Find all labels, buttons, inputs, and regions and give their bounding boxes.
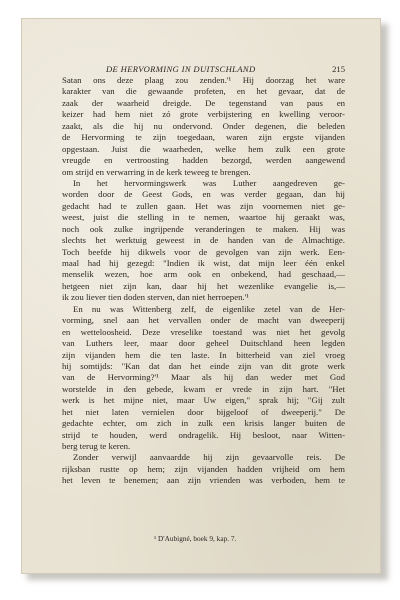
text-line: opgestaan. Juist die waarheden, welke hem zulk een grote — [62, 143, 345, 154]
text-line: menselik wezen, hoe arm ook en onbekend, had geschaad,— — [62, 269, 345, 280]
text-line: rijksban rustte op hem; zijn vijanden hadden vrijheid om hem — [62, 463, 345, 474]
text-line: worden door de Geest Gods, en was verder gegaan, dan hij — [62, 189, 345, 200]
running-head-title: DE HERVORMING IN DUITSCHLAND — [106, 64, 256, 74]
text-line: van de Hervorming?'¹ Maar als hij dan weder met God — [62, 372, 345, 383]
paragraph-start-line: In het hervormingswerk was Luther aangedreven ge- — [73, 177, 345, 188]
text-line: van Luthers leer, maar door geheel Duitschland heen legden — [62, 338, 345, 349]
text-line: zijn vijanden hem die ten laste. In bitterheid van ziel vroeg — [62, 349, 345, 360]
text-line: en wetteloosheid. Deze vreselike toestand was niet het gevolg — [62, 326, 345, 337]
text-line: vreugde en vertroosting hadden bezorgd, werden aangewend — [62, 155, 345, 166]
text-line: worstelde in den gebede, kwam er vrede in zijn hart. "Het — [62, 383, 345, 394]
text-line: karakter van die gewaande profeten, en het gevaar, dat de — [62, 86, 345, 97]
text-line: het leven te benemen; aan zijn vrienden was verboden, hem te — [62, 475, 345, 486]
text-line: slechts het werktuig geweest in de handen van de Almachtige. — [62, 235, 345, 246]
text-line: noch ook zulke ingrijpende veranderingen te maken. Hij was — [62, 223, 345, 234]
text-line: gedacht had te zullen gaan. Het was zijn voornemen niet ge- — [62, 200, 345, 211]
text-line: zaak der waarheid dreigde. De tegenstand van paus en — [62, 97, 345, 108]
text-line: de Hervorming te zijn toegedaan, waren zijn ergste vijanden — [62, 132, 345, 143]
text-line: hetgeen niet zijn kan, daar hij het wezenlike evangelie is,— — [62, 280, 345, 291]
text-line: hij somtijds: "Kan dat dan het einde zijn van dit grote werk — [62, 360, 345, 371]
text-line: Toch beefde hij dikwels voor de gevolgen van zijn werk. Een- — [62, 246, 345, 257]
body-text — [62, 75, 345, 487]
text-line: berg terug te keren. — [62, 441, 131, 451]
paragraph-start-line: Zonder verwijl aanvaardde hij zijn gevaarvolle reis. De — [73, 452, 345, 463]
page-number: 215 — [332, 64, 345, 74]
text-line: zaakt, als die hij nu ondervond. Onder degenen, die beleden — [62, 120, 345, 131]
text-line: het niet laten vernielen door bijgeloof of dweeperij." De — [62, 406, 345, 417]
text-line: om strijd en verwarring in de kerk teweeg te brengen. — [62, 166, 251, 177]
text-line: gedachte echter, om zich in zulk een krisis langer buiten de — [62, 418, 345, 429]
text-line: werk is het mijne niet, maar Uw eigen," sprak hij; "Gij zult — [62, 395, 345, 406]
book-page — [21, 18, 381, 574]
text-line: vorming, snel aan het vervallen onder de macht van dweeperij — [62, 315, 345, 326]
text-line: Satan ons deze plaag zou zenden.'¹ Hij doorzag het ware — [62, 75, 345, 85]
text-line: ik zou liever tien doden sterven, dan niet herroepen.'¹ — [62, 292, 249, 303]
text-line: strijd te houden, werd ondragelik. Hij besloot, naar Witten- — [62, 429, 345, 440]
paragraph-start-line: En nu was Wittenberg zelf, de eigenlike zetel van de Her- — [73, 303, 345, 314]
footnote: ¹ D'Aubigné, boek 9, kap. 7. — [154, 534, 237, 543]
text-line: keizer had hem niet zó grote verbijstering en kwelling veroor- — [62, 109, 345, 120]
text-line: weest, juist die stelling in te nemen, waartoe hij geraakt was, — [62, 212, 345, 223]
text-line: maal had hij gezegd: "Indien ik wist, dat mijn leer één enkel — [62, 258, 345, 268]
